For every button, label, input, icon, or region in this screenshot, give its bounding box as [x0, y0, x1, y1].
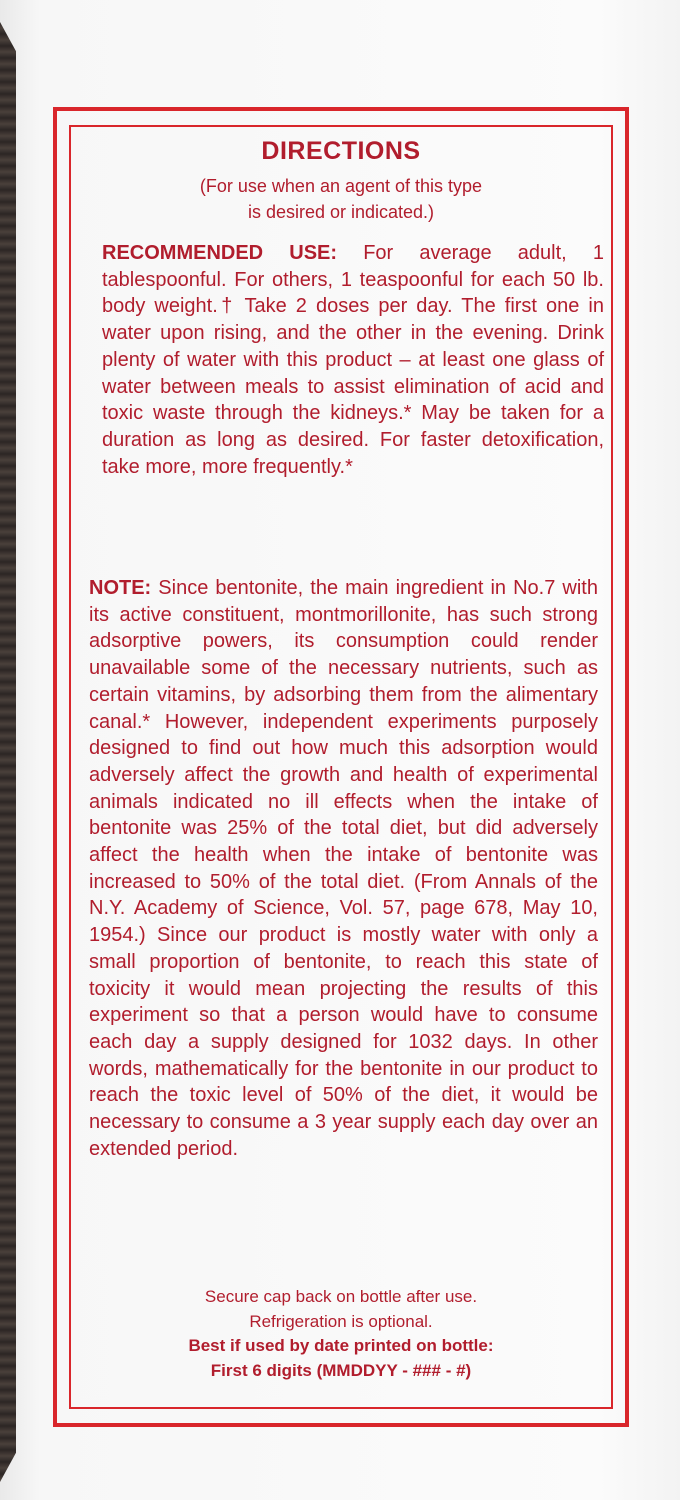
- directions-subtitle: [129, 173, 553, 225]
- footer-line-3: Best if used by date printed on bottle:: [188, 1336, 494, 1355]
- recommended-use-text: For average adult, 1 tablespoonful. For others, 1 teaspoonful for each 50 lb. body weight.† Take 2 doses per day. The first one in water upon rising, and the other in the evening. Drink plenty of water with this product – at least one glass of water between meals to assist elimination of acid and toxic waste through the kidneys.* May be taken for a duration as long as desired. For faster detoxification, take more, more frequently.*: [102, 242, 605, 478]
- recommended-use-paragraph: [102, 240, 604, 480]
- footer-line-2: Refrigeration is optional.: [249, 1311, 433, 1331]
- note-text: Since bentonite, the main ingredient in No.7 with its active constituent, montmorillonite, has such strong adsorptive powers, its consumption could render unavailable some of the necessary nutrients, such as certain vitamins, by adsorbing them from the alimentary canal.* However, independent experiments purposely designed to find out how much this adsorption would adversely affect the growth and health of experimental animals indicated no ill effects when the intake of bentonite was 25% of the total diet, but did adversely affect the health when the intake of bentonite was increased to 50% of the total diet. (From Annals of the N.Y. Academy of Science, Vol. 57, page 678, May 10, 1954.) Since our product is mostly water with only a small proportion of bentonite, to reach this state of toxicity it would mean projecting the results of this experiment so that a person would have to consume each day a supply designed for 1032 days. In other words, mathematically for the bentonite in our product to reach the toxic level of 50% of the diet, it would be necessary to consume a 3 year supply each day over an extended period.: [89, 577, 598, 1160]
- footer-line-1: Secure cap back on bottle after use.: [204, 1287, 478, 1306]
- subtitle-line-1: (For use when an agent of this type: [199, 176, 483, 196]
- note-paragraph: [89, 575, 598, 1162]
- storage-instructions: [69, 1285, 613, 1383]
- footer-line-4: First 6 digits (MMDDYY - ### - #): [210, 1360, 472, 1380]
- directions-panel: [69, 125, 613, 1409]
- box-side-edge: [0, 22, 16, 1482]
- directions-title: DIRECTIONS: [261, 137, 421, 165]
- recommended-use-label: RECOMMENDED USE:: [102, 242, 338, 264]
- subtitle-line-2: is desired or indicated.): [247, 202, 435, 222]
- note-label: NOTE:: [89, 577, 152, 599]
